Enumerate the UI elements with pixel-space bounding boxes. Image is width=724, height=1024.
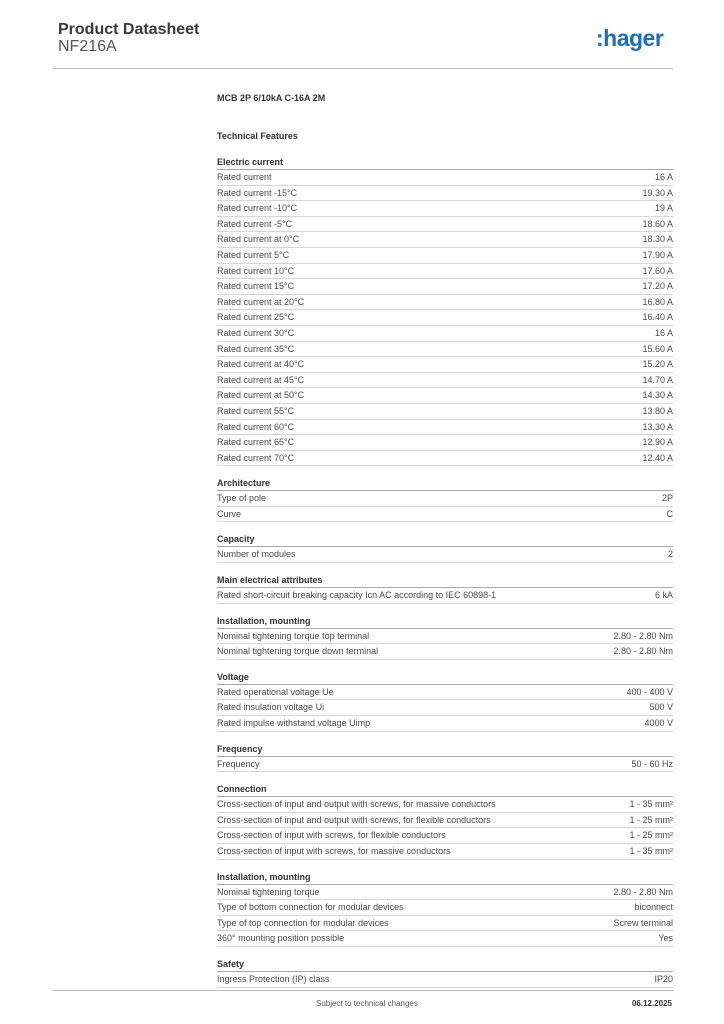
spec-row	[217, 435, 673, 451]
spec-label: Rated current -15°C	[217, 187, 298, 198]
spec-value: biconnect	[634, 902, 673, 913]
spec-label: Rated current 30°C	[217, 327, 295, 338]
spec-value: 14.70 A	[642, 374, 673, 385]
spec-value: 19 A	[654, 203, 673, 214]
spec-row	[217, 716, 673, 732]
spec-label: Cross-section of input with screws, for flexible conductors	[217, 830, 446, 841]
spec-label: Rated current at 40°C	[217, 359, 305, 370]
spec-row	[217, 547, 673, 563]
spec-section	[217, 742, 673, 773]
spec-row	[217, 357, 673, 373]
spec-value: Yes	[658, 933, 673, 944]
section-title: Connection	[217, 782, 673, 797]
spec-value: 18.60 A	[642, 218, 673, 229]
spec-label: Rated operational voltage Ue	[217, 686, 334, 697]
spec-label: Rated current 35°C	[217, 343, 295, 354]
spec-row	[217, 700, 673, 716]
spec-label: Nominal tightening torque top terminal	[217, 630, 370, 641]
spec-value: 2.80 - 2.80 Nm	[613, 646, 673, 657]
spec-section	[217, 957, 673, 988]
spec-label: Rated current 10°C	[217, 265, 295, 276]
spec-row	[217, 757, 673, 773]
section-spacer	[217, 563, 673, 573]
spec-row	[217, 900, 673, 916]
spec-row	[217, 797, 673, 813]
spec-value: 400 - 400 V	[626, 686, 673, 697]
spec-row	[217, 264, 673, 280]
spec-label: Cross-section of input and output with screws, for massive conductors	[217, 799, 496, 810]
spec-value: 1 - 35 mm²	[629, 799, 673, 810]
spec-label: Nominal tightening torque	[217, 886, 320, 897]
spec-label: Rated insulation voltage Ui	[217, 702, 325, 713]
spec-label: Rated current -10°C	[217, 203, 298, 214]
spec-value: 6 kA	[654, 590, 673, 601]
spec-label: Rated current 65°C	[217, 437, 295, 448]
spec-label: Curve	[217, 508, 242, 519]
spec-value: Screw terminal	[613, 917, 673, 928]
section-title: Installation, mounting	[217, 870, 673, 885]
spec-row	[217, 295, 673, 311]
spec-value: 17.90 A	[642, 249, 673, 260]
spec-label: Rated current	[217, 172, 272, 182]
spec-row	[217, 310, 673, 326]
spec-row	[217, 885, 673, 901]
spec-value: 14.30 A	[642, 390, 673, 401]
product-name: MCB 2P 6/10kA C-16A 2M	[217, 93, 326, 103]
spec-row	[217, 972, 673, 988]
spec-row	[217, 491, 673, 507]
spec-label: Cross-section of input with screws, for massive conductors	[217, 846, 451, 856]
spec-label: 360° mounting position possible	[217, 933, 345, 944]
spec-label: Type of top connection for modular devices	[217, 917, 389, 928]
spec-value: 2.80 - 2.80 Nm	[613, 630, 673, 641]
spec-value: 2P	[661, 493, 673, 504]
section-title: Installation, mounting	[217, 614, 673, 629]
spec-label: Rated current at 50°C	[217, 390, 305, 401]
technical-features-heading: Technical Features	[217, 131, 298, 141]
section-spacer	[217, 604, 673, 614]
spec-label: Frequency	[217, 758, 260, 769]
section-title: Main electrical attributes	[217, 573, 673, 588]
spec-value: 16.40 A	[642, 312, 673, 323]
spec-row	[217, 451, 673, 467]
spec-label: Rated current 5°C	[217, 249, 290, 260]
document-title: Product Datasheet	[58, 21, 200, 38]
spec-label: Ingress Protection (IP) class	[217, 973, 330, 984]
spec-section	[217, 614, 673, 660]
spec-label: Rated current 60°C	[217, 421, 295, 432]
spec-row	[217, 828, 673, 844]
spec-value: 19.30 A	[642, 187, 673, 198]
spec-value: 12.40 A	[642, 452, 673, 463]
spec-value: 4000 V	[644, 718, 673, 729]
spec-label: Rated current at 45°C	[217, 374, 305, 385]
product-code: NF216A	[58, 38, 117, 55]
spec-label: Type of bottom connection for modular devices	[217, 902, 404, 913]
spec-row	[217, 388, 673, 404]
spec-section	[217, 573, 673, 604]
spec-value: 13.80 A	[642, 405, 673, 416]
spec-label: Rated current 70°C	[217, 452, 295, 463]
spec-value: 13.30 A	[642, 421, 673, 432]
spec-row	[217, 931, 673, 947]
spec-row	[217, 170, 673, 186]
spec-value: C	[666, 508, 673, 519]
section-spacer	[217, 466, 673, 476]
section-spacer	[217, 772, 673, 782]
spec-value: 17.20 A	[642, 281, 673, 292]
spec-section	[217, 870, 673, 947]
spec-row	[217, 844, 673, 860]
spec-row	[217, 813, 673, 829]
section-spacer	[217, 660, 673, 670]
spec-section	[217, 782, 673, 859]
spec-label: Rated current at 20°C	[217, 296, 305, 307]
spec-label: Rated impulse withstand voltage Uimp	[217, 718, 371, 729]
section-spacer	[217, 522, 673, 532]
spec-value: 2.80 - 2.80 Nm	[613, 886, 673, 897]
spec-label: Type of pole	[217, 493, 267, 504]
spec-row	[217, 588, 673, 604]
spec-value: 2	[667, 549, 673, 560]
spec-value: 500 V	[649, 702, 673, 713]
spec-row	[217, 326, 673, 342]
section-title: Voltage	[217, 670, 673, 685]
section-title: Architecture	[217, 476, 673, 491]
spec-row	[217, 342, 673, 358]
spec-label: Number of modules	[217, 549, 296, 560]
spec-value: 1 - 35 mm²	[629, 846, 673, 856]
spec-label: Rated short-circuit breaking capacity Icn AC according to IEC 60898-1	[217, 590, 497, 601]
spec-value: IP20	[654, 973, 673, 984]
header-divider	[53, 68, 673, 69]
section-spacer	[217, 732, 673, 742]
spec-label: Nominal tightening torque down terminal	[217, 646, 379, 657]
spec-row	[217, 248, 673, 264]
hager-logo: :hager	[596, 25, 664, 51]
spec-section	[217, 476, 673, 522]
spec-value: 18.30 A	[642, 234, 673, 245]
section-spacer	[217, 947, 673, 957]
spec-row	[217, 916, 673, 932]
spec-value: 12.90 A	[642, 437, 673, 448]
spec-row	[217, 232, 673, 248]
section-spacer	[217, 860, 673, 870]
spec-row	[217, 186, 673, 202]
spec-row	[217, 420, 673, 436]
spec-label: Rated current 25°C	[217, 312, 295, 323]
spec-value: 1 - 25 mm²	[629, 830, 673, 841]
spec-row	[217, 507, 673, 523]
section-title: Capacity	[217, 532, 673, 547]
spec-value: 17.60 A	[642, 265, 673, 276]
spec-label: Rated current at 0°C	[217, 234, 300, 245]
spec-row	[217, 373, 673, 389]
spec-label: Cross-section of input and output with screws, for flexible conductors	[217, 814, 491, 825]
spec-section	[217, 670, 673, 732]
spec-row	[217, 629, 673, 645]
spec-value: 16 A	[654, 327, 673, 338]
spec-row	[217, 685, 673, 701]
spec-value: 16 A	[654, 172, 673, 182]
spec-value: 15.60 A	[642, 343, 673, 354]
footer-divider	[53, 990, 673, 991]
section-title: Electric current	[217, 155, 673, 170]
section-title: Frequency	[217, 742, 673, 757]
spec-row	[217, 644, 673, 660]
spec-value: 16.80 A	[642, 296, 673, 307]
spec-value: 50 - 60 Hz	[631, 758, 673, 769]
spec-section	[217, 532, 673, 563]
spec-value: 1 - 25 mm²	[629, 814, 673, 825]
spec-label: Rated current 55°C	[217, 405, 295, 416]
footer-note: Subject to technical changes	[316, 999, 418, 1008]
spec-section	[217, 155, 673, 466]
spec-row	[217, 217, 673, 233]
footer-date: 06.12.2025	[631, 999, 672, 1008]
spec-row	[217, 404, 673, 420]
spec-value: 15.20 A	[642, 359, 673, 370]
spec-row	[217, 279, 673, 295]
spec-label: Rated current 15°C	[217, 281, 295, 292]
section-title: Safety	[217, 957, 673, 972]
spec-sections	[217, 155, 673, 988]
spec-row	[217, 201, 673, 217]
spec-label: Rated current -5°C	[217, 218, 293, 229]
